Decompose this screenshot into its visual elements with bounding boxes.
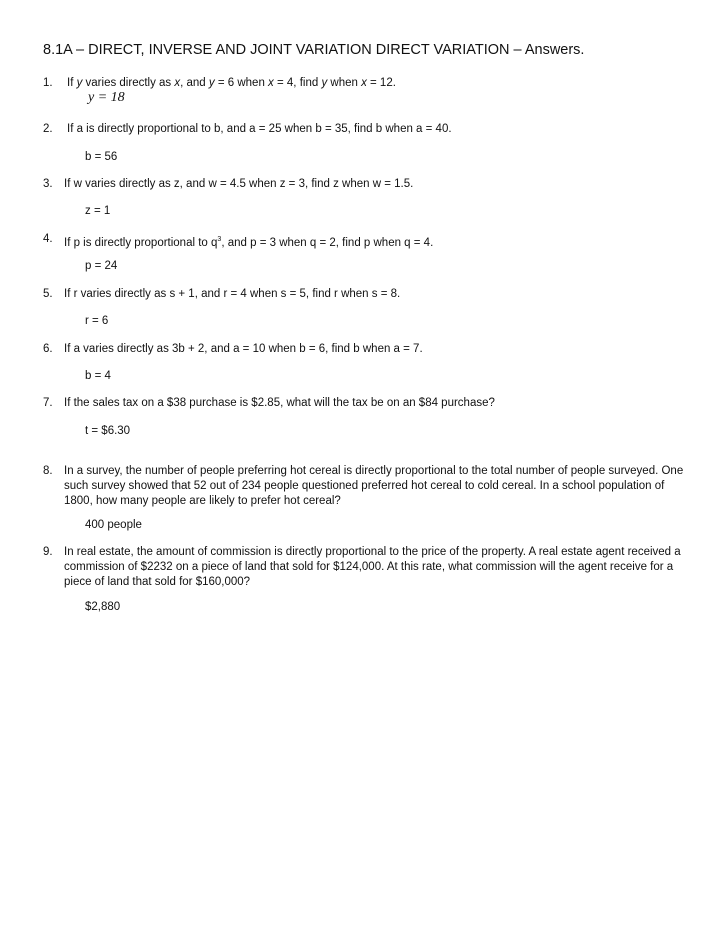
problem-8 [43,464,703,510]
problem-question: If p is directly proportional to $q^3$, and p = 3 when q = 2, find p when q = 4. [64,236,434,249]
problem-number: 3. [43,178,53,190]
problem-number: 1. [43,77,53,89]
problem-number: 5. [43,288,53,300]
problem-7 [43,396,703,412]
problem-question: If a is directly proportional to b, and a = 25 when b = 35, find b when a = 40. [67,123,452,135]
problem-question: If y varies directly as x, and y = 6 when x = 4, find y when x = 12. [67,77,396,89]
problem-answer: r = 6 [85,315,109,327]
problem-question: In real estate, the amount of commission is directly proportional to the price of the property. A real estate agent received a commission of $2232 on a piece of land that sold for $124,000. At this rate, what commission will the agent receive for a piece of land that sold for $160,000? [64,546,681,588]
problem-4 [43,232,703,248]
problem-number: 9. [43,546,53,558]
problem-number: 7. [43,397,53,409]
problem-1 [43,76,703,92]
problem-number: 8. [43,465,53,477]
problem-5 [43,287,703,303]
problem-3 [43,177,703,193]
problem-answer: b = 56 [85,151,118,163]
problem-answer: $2,880 [85,601,121,613]
problem-question: In a survey, the number of people preferring hot cereal is directly proportional to the total number of people surveyed. One such survey showed that 52 out of 234 people questioned preferred hot cereal to cold cereal. In a school population of 1800, how many people are likely to prefer hot cereal? [64,465,684,507]
page-title: 8.1A – DIRECT, INVERSE AND JOINT VARIATION DIRECT VARIATION – Answers. [43,42,585,58]
problem-2 [43,122,703,138]
problem-answer: b = 4 [85,370,111,382]
problem-9 [43,545,703,591]
problem-answer: p = 24 [85,260,118,272]
problem-question: If r varies directly as s + 1, and r = 4 when s = 5, find r when s = 8. [64,288,401,300]
problem-6 [43,342,703,358]
problem-number: 4. [43,233,53,245]
problem-answer: z = 1 [85,205,111,217]
problem-number: 2. [43,123,53,135]
problem-answer: 400 people [85,519,142,531]
problem-answer: t = $6.30 [85,425,131,437]
problem-number: 6. [43,343,53,355]
problem-answer: y = 18 [88,90,125,105]
problem-question: If w varies directly as z, and w = 4.5 when z = 3, find z when w = 1.5. [64,178,414,190]
problem-question: If a varies directly as 3b + 2, and a = 10 when b = 6, find b when a = 7. [64,343,423,355]
problem-question: If the sales tax on a $38 purchase is $2.85, what will the tax be on an $84 purchase? [64,397,495,409]
